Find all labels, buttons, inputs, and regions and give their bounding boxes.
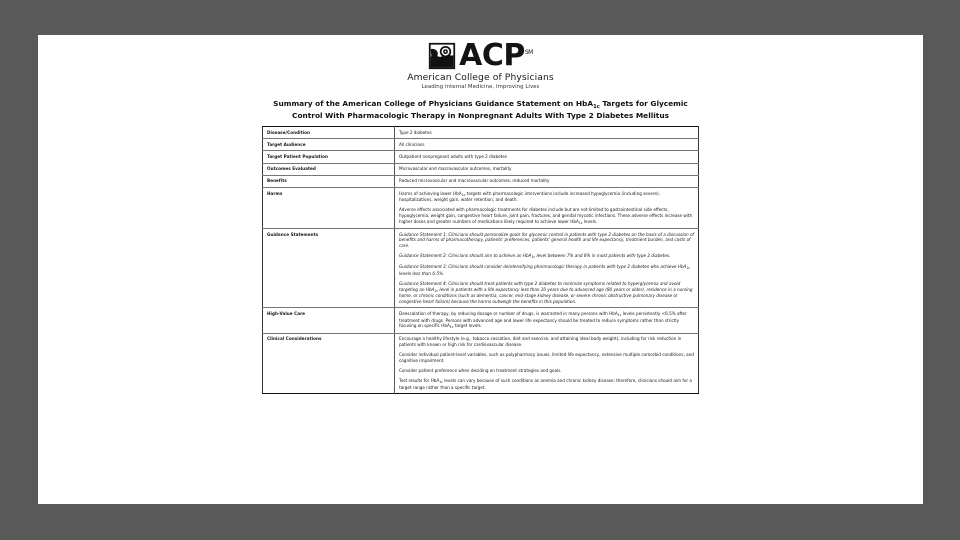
hba1c-subscript: 1c (686, 266, 691, 271)
acp-organization-name: American College of Physicians (407, 72, 554, 83)
table-row (263, 333, 699, 394)
table-row-value (395, 175, 699, 187)
table-row-label: Target Audience (263, 139, 395, 151)
table-row (263, 163, 699, 175)
hba1c-subscript: 1c (461, 192, 466, 197)
acp-trademark: SM (524, 49, 533, 56)
table-cell-paragraph: Guidance Statement 2: Clinicians should aim to achieve an HbA$_{1c}$ level between 7% and 8% in most patients with type 2 diabetes. (399, 253, 671, 260)
acp-tagline: Leading Internal Medicine, Improving Lives (421, 84, 540, 90)
acp-caduceus-emblem-icon (428, 42, 456, 70)
table-cell-paragraph: All clinicians (399, 141, 425, 147)
table-cell-paragraph: Guidance Statement 3: Clinicians should consider deintensifying pharmacologic therapy in patients with type 2 diabetes who achieve HbA$_{1c}$ levels less than 6.5%. (399, 264, 691, 276)
table-row-label: Harms (263, 187, 395, 228)
page-title-hba1c-subscript: 1c (593, 103, 600, 110)
hba1c-subscript: 1c (449, 325, 454, 330)
table-cell-paragraph: Test results for HbA$_{1c}$ levels can vary because of such conditions as anemia and chronic kidney disease; therefore, clinicians should aim for a target range rather than a specific target. (399, 378, 692, 390)
acp-wordmark (459, 38, 533, 73)
summary-table-body (263, 127, 699, 394)
table-row (263, 127, 699, 139)
hba1c-subscript: 1c (439, 380, 443, 385)
table-cell-paragraph: Encourage a healthy lifestyle (e.g., tobacco cessation, diet and exercise, and attaining ideal body weight), including for risk reduction in patients with known or high risk for cardiovascular disease. (399, 336, 682, 347)
hba1c-subscript: 1c (578, 220, 583, 225)
table-row-label: Target Patient Population (263, 151, 395, 163)
page-title (263, 99, 699, 121)
table-cell-paragraph: Deescalation of therapy, by reducing dosage or number of drugs, is warranted in many persons with HbA$_{1c}$ levels persistently <6.5% after treatment with drugs. Persons with advanced age and lower life expectancy should be treated to reduce symptoms rather than strictly focusing on specific HbA$_{1c}$ target levels. (399, 311, 687, 330)
table-row (263, 175, 699, 187)
table-row (263, 187, 699, 228)
table-row-value (395, 229, 699, 308)
acp-logo-lockup (428, 38, 533, 73)
table-row-value (395, 333, 699, 394)
table-cell-paragraph: Type 2 diabetes (399, 129, 432, 135)
table-row (263, 229, 699, 308)
slide-page (38, 35, 923, 504)
summary-table (262, 126, 699, 394)
table-cell-paragraph: Consider patient preference when deciding on treatment strategies and goals. (399, 367, 562, 373)
table-cell-paragraph: Adverse effects associated with pharmacologic treatments for diabetes include but are not limited to gastrointestinal side effects, hypoglycemia, weight gain, congestive heart failure, joint pain, fractures, and genital mycotic infections. These adverse effects increase with higher doses and greater numbers of medications likely required to achieve lower HbA$_{1c}$ levels. (399, 207, 693, 225)
table-cell-paragraph: Microvascular and macrovascular outcomes, mortality (399, 166, 512, 172)
acp-wordmark-text: ACP (459, 38, 525, 73)
table-row (263, 139, 699, 151)
table-row (263, 308, 699, 333)
table-cell-paragraph: Harms of achieving lower HbA$_{1c}$ targets with pharmacologic interventions include increased hypoglycemia (including severe), hospitalizations, weight gain, water retention, and death. (399, 190, 660, 203)
table-row (263, 151, 699, 163)
table-cell-paragraph: Guidance Statement 4: Clinicians should treat patients with type 2 diabetes to minimize symptoms related to hyperglycemia and avoid targeting an HbA$_{1c}$ level in patients with a life expectancy less than 10 years due to advanced age (80 years or older), residence in a nursing home, or chronic conditions (such as dementia, cancer, end-stage kidney disease, or severe chronic obstructive pulmonary disease or congestive heart failure) because the harms outweigh the benefits in this population. (399, 281, 693, 304)
table-row-label: High-Value Care (263, 308, 395, 333)
table-row-label: Guidance Statements (263, 229, 395, 308)
table-row-value (395, 163, 699, 175)
acp-logo-block (38, 35, 923, 90)
page-title-line2: Control With Pharmacologic Therapy in Nonpregnant Adults With Type 2 Diabetes Mellitus (292, 110, 669, 120)
table-cell-paragraph: Reduced microvascular and macrovascular outcomes, reduced mortality (399, 178, 550, 184)
table-row-value (395, 127, 699, 139)
table-row-label: Clinical Considerations (263, 333, 395, 394)
table-row-value (395, 187, 699, 228)
table-cell-paragraph: Outpatient nonpregnant adults with type 2 diabetes (399, 153, 507, 159)
page-title-line1-part2: Targets for Glycemic (599, 99, 688, 108)
page-title-line1-part1: Summary of the American College of Physicians Guidance Statement on HbA (273, 99, 594, 108)
table-cell-paragraph: Consider individual patient-level variables, such as polypharmacy issues, limited life expectancy, extensive multiple comorbid conditions, and cognitive impairment. (399, 352, 694, 363)
table-cell-paragraph: Guidance Statement 1: Clinicians should personalize goals for glycemic control in patients with type 2 diabetes on the basis of a discussion of benefits and harms of pharmacotherapy, patients' preferences, patients' general health and life expectancy, treatment burden, and costs of care. (399, 231, 694, 248)
table-row-value (395, 151, 699, 163)
hba1c-subscript: 1c (531, 255, 536, 260)
hba1c-subscript: 1c (617, 313, 622, 317)
table-row-value (395, 139, 699, 151)
table-row-label: Outcomes Evaluated (263, 163, 395, 175)
table-row-label: Benefits (263, 175, 395, 187)
table-row-value (395, 308, 699, 333)
hba1c-subscript: 1c (434, 288, 439, 293)
table-row-label: Disease/Condition (263, 127, 395, 139)
